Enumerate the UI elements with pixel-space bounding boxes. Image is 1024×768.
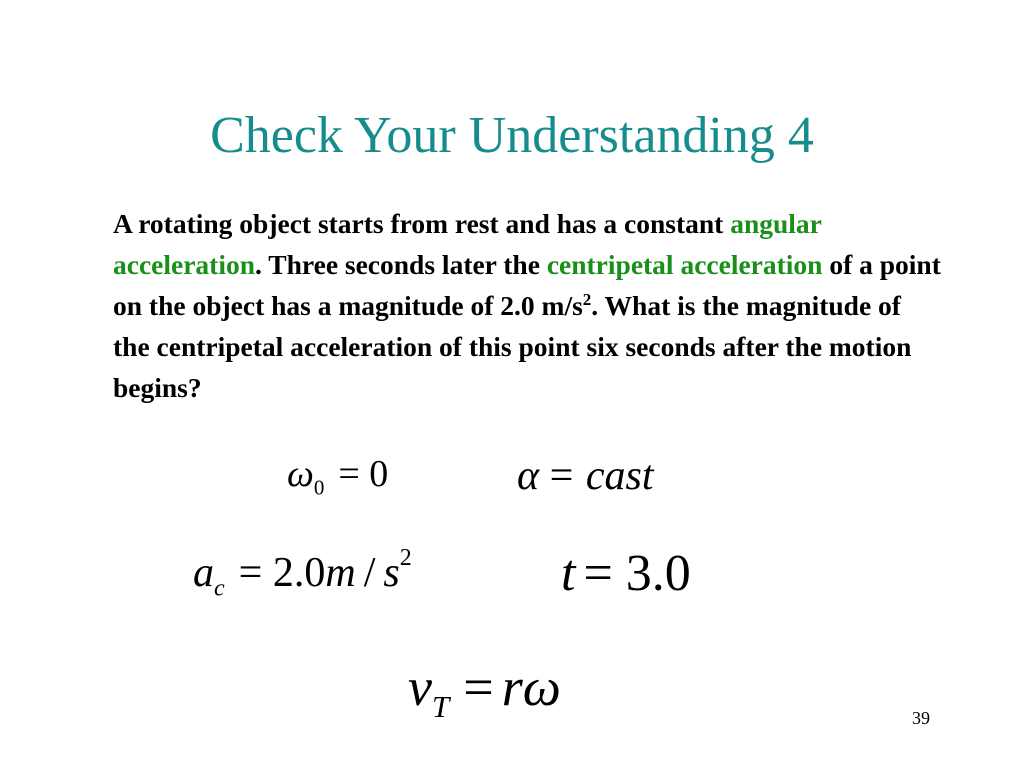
problem-text-2: . Three seconds later the xyxy=(255,249,547,280)
page-number: 39 xyxy=(912,708,930,728)
slide-title: Check Your Understanding 4 xyxy=(210,107,814,164)
centripetal-acceleration-highlight: centripetal acceleration xyxy=(546,249,823,280)
equation-rhs: = 0 xyxy=(338,453,389,495)
equation-value: = 2.0 xyxy=(238,550,326,596)
problem-text-4: . What is the magnitude of the centripetal acceleration of this point six seconds after the motion begins? xyxy=(113,290,912,403)
equation-initial-angular-velocity xyxy=(287,453,389,500)
unit-seconds: s xyxy=(383,550,400,596)
equation-rhs: = cast xyxy=(547,453,654,499)
equals-sign: = xyxy=(463,657,494,717)
t-symbol: t xyxy=(561,545,576,602)
T-subscript: T xyxy=(431,688,450,724)
c-subscript: c xyxy=(214,575,225,602)
omega-symbol: ω xyxy=(287,453,314,495)
problem-text-3: of a point on the object has a magnitude of 2.0 m/s xyxy=(113,249,941,321)
equation-centripetal-acceleration xyxy=(193,545,412,602)
omega-subscript: 0 xyxy=(313,475,325,500)
problem-text-1: A rotating object starts from rest and has a constant xyxy=(113,208,731,239)
angular-acceleration-highlight: angular acceleration xyxy=(113,208,822,280)
equation-tangential-velocity xyxy=(408,657,561,724)
problem-statement xyxy=(113,203,943,408)
alpha-symbol: α xyxy=(517,453,540,499)
v-symbol: v xyxy=(408,657,432,717)
squared-superscript: 2 xyxy=(582,289,592,309)
equation-rhs: = 3.0 xyxy=(583,545,691,602)
unit-exponent: 2 xyxy=(399,545,412,571)
equation-time xyxy=(561,545,691,602)
equation-angular-acceleration xyxy=(517,455,654,497)
unit-slash: / xyxy=(363,550,376,596)
equation-rhs: rω xyxy=(501,657,561,717)
a-symbol: a xyxy=(193,550,214,596)
unit-meters: m xyxy=(325,550,356,596)
